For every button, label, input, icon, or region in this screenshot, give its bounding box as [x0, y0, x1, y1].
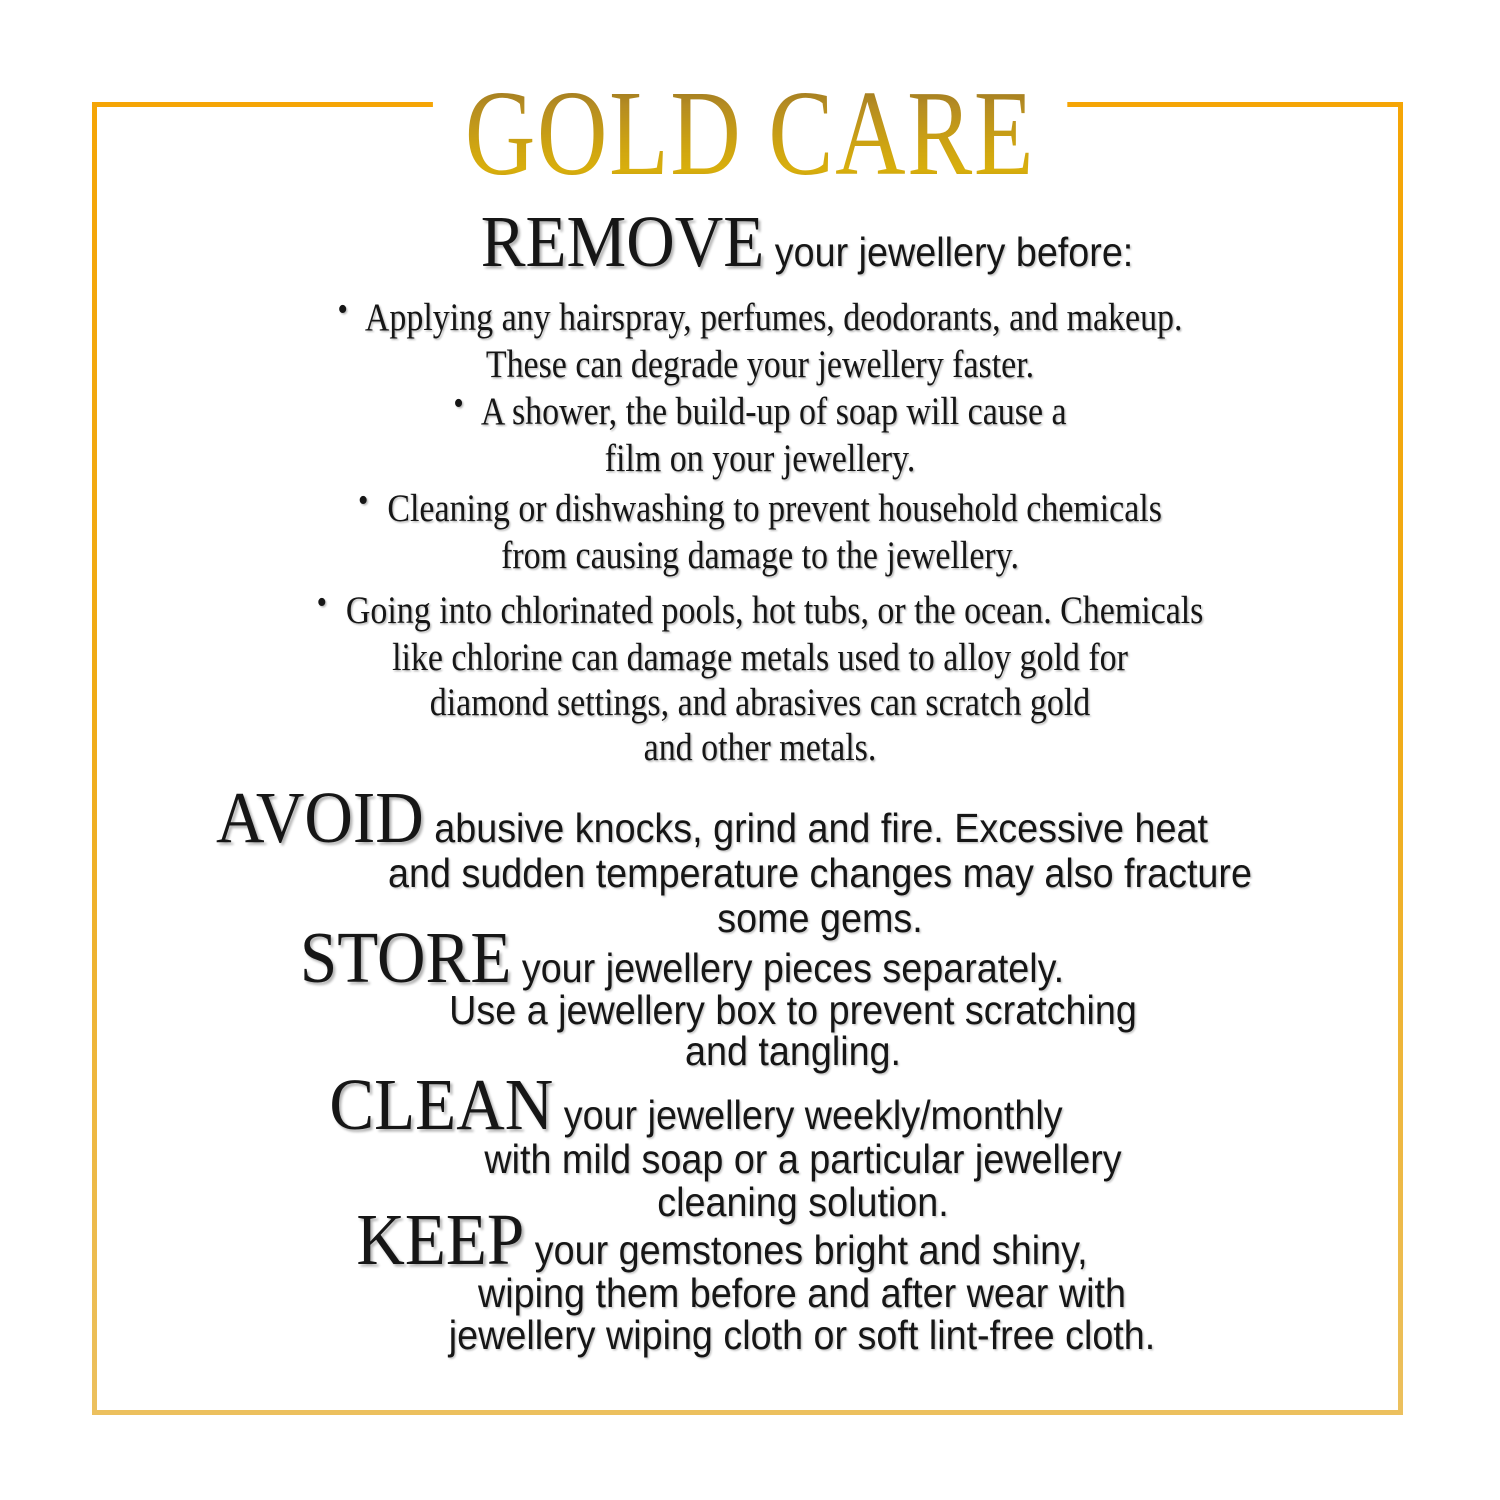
bullet-text: These can degrade your jewellery faster.	[485, 343, 1035, 386]
remove-intro: your jewellery before:	[774, 229, 1134, 275]
page-title	[433, 66, 1067, 201]
store-text: Use a jewellery box to prevent scratching	[449, 987, 1137, 1033]
avoid-text: some gems.	[717, 895, 923, 941]
remove-heading-line	[117, 200, 1497, 294]
avoid-text: abusive knocks, grind and fire. Excessive heat	[434, 805, 1208, 851]
bullet-text: Applying any hairspray, perfumes, deodorants, and makeup.	[364, 296, 1183, 339]
remove-bullet-item	[0, 291, 1500, 387]
remove-bullet-item	[0, 385, 1500, 481]
section-remove-heading	[0, 200, 1500, 294]
bullet-icon: •	[337, 291, 348, 328]
keep-text: your gemstones bright and shiny,	[534, 1227, 1088, 1273]
avoid-text: and sudden temperature changes may also fracture	[388, 850, 1252, 896]
store-text: your jewellery pieces separately.	[521, 945, 1065, 991]
bullet-line	[108, 291, 1413, 342]
clean-text: cleaning solution.	[657, 1179, 949, 1225]
clean-text: with mild soap or a particular jewellery	[484, 1136, 1122, 1182]
bullet-line	[108, 385, 1413, 436]
store-text: and tangling.	[684, 1028, 902, 1074]
bullet-text: Cleaning or dishwashing to prevent household chemicals	[387, 487, 1162, 530]
remove-bullet-item	[0, 584, 1500, 770]
keep-keyword: KEEP	[356, 1199, 525, 1280]
bullet-text: diamond settings, and abrasives can scratch gold	[429, 681, 1091, 724]
clean-text: your jewellery weekly/monthly	[563, 1092, 1063, 1138]
bullet-line	[108, 482, 1413, 533]
bullet-icon: •	[358, 482, 369, 519]
remove-bullet-item	[0, 482, 1500, 578]
remove-keyword: REMOVE	[480, 201, 765, 282]
bullet-text: film on your jewellery.	[604, 437, 916, 480]
bullet-line	[108, 584, 1413, 635]
section-clean	[0, 1064, 1500, 1225]
keep-text: wiping them before and after wear with	[478, 1270, 1126, 1316]
bullet-text: from causing damage to the jewellery.	[501, 534, 1019, 577]
bullet-text: like chlorine can damage metals used to alloy gold for	[392, 636, 1128, 679]
bullet-icon: •	[316, 584, 327, 621]
bullet-text: Going into chlorinated pools, hot tubs, or the ocean. Chemicals	[345, 589, 1204, 632]
avoid-heading-line	[22, 777, 1402, 858]
clean-heading-line	[6, 1064, 1386, 1145]
store-keyword: STORE	[299, 917, 512, 998]
bullet-icon: •	[453, 385, 464, 422]
section-avoid	[0, 777, 1500, 941]
bullet-text: A shower, the build-up of soap will cause a	[480, 390, 1067, 433]
avoid-keyword: AVOID	[216, 777, 424, 858]
clean-keyword: CLEAN	[329, 1064, 554, 1145]
keep-text: jewellery wiping cloth or soft lint-free cloth.	[448, 1312, 1156, 1358]
bullet-text: and other metals.	[643, 726, 877, 769]
page-title-text: GOLD CARE	[464, 66, 1036, 201]
